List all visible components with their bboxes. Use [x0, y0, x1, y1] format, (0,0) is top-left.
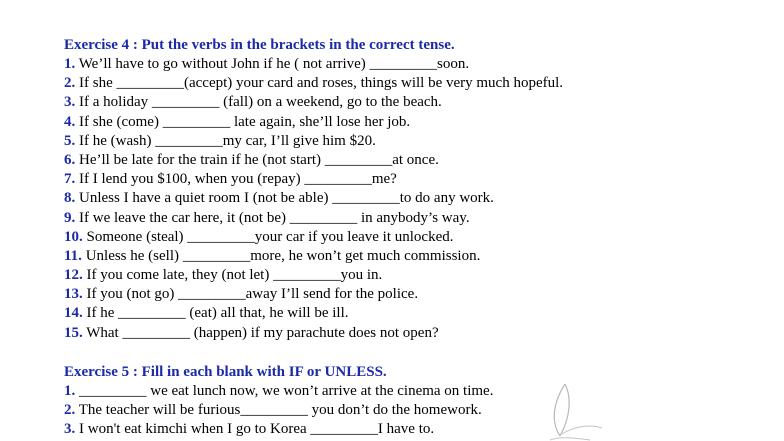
item-text: Unless he (sell) _________more, he won’t get much commission.	[81, 247, 481, 264]
item-number: 8.	[64, 190, 76, 207]
exercise-item	[64, 382, 764, 401]
item-number: 2.	[64, 75, 76, 92]
item-number: 13.	[64, 286, 83, 303]
item-number: 3.	[64, 421, 76, 438]
item-text: If a holiday _________ (fall) on a weekend, go to the beach.	[75, 94, 442, 111]
exercise-item	[64, 93, 764, 112]
item-text: Someone (steal) _________your car if you leave it unlocked.	[82, 228, 454, 245]
exercise-item	[64, 401, 764, 420]
exercise-item	[64, 247, 764, 266]
exercise-item	[64, 55, 764, 74]
exercise-item	[64, 151, 764, 170]
item-number: 2.	[64, 402, 76, 418]
worksheet	[64, 36, 764, 439]
item-text: If you (not go) _________away I’ll send for the police.	[82, 286, 419, 303]
item-text: He’ll be late for the train if he (not start) _________at once.	[75, 151, 439, 168]
exercise-item	[64, 74, 764, 93]
item-text: I won't eat kimchi when I go to Korea _________I have to.	[75, 421, 435, 438]
exercise-item	[64, 228, 764, 247]
item-number: 1.	[64, 56, 76, 72]
item-text: If she (come) _________ late again, she’ll lose her job.	[75, 113, 411, 130]
item-text: We’ll have to go without John if he ( not arrive) _________soon.	[75, 56, 470, 72]
exercise-item	[64, 266, 764, 285]
item-text: If she _________(accept) your card and roses, things will be very much hopeful.	[75, 75, 564, 92]
exercise-item	[64, 209, 764, 228]
exercise-5-list	[64, 382, 764, 440]
exercise-item	[64, 285, 764, 304]
item-text: Unless I have a quiet room I (not be able) _________to do any work.	[75, 190, 494, 207]
exercise-5-title: Exercise 5 : Fill in each blank with IF or UNLESS.	[64, 363, 387, 380]
section-spacer	[64, 343, 764, 363]
item-number: 4.	[64, 113, 76, 130]
exercise-item	[64, 189, 764, 208]
item-number: 3.	[64, 94, 76, 111]
item-number: 7.	[64, 171, 76, 188]
item-number: 1.	[64, 382, 76, 399]
item-number: 12.	[64, 267, 83, 284]
exercise-item	[64, 304, 764, 323]
item-number: 9.	[64, 209, 76, 226]
item-text: The teacher will be furious_________ you don’t do the homework.	[75, 402, 482, 418]
item-text: If I lend you $100, when you (repay) _________me?	[75, 171, 397, 188]
exercise-4-list	[64, 55, 764, 343]
item-text: If we leave the car here, it (not be) _________ in anybody’s way.	[75, 209, 470, 226]
exercise-item	[64, 132, 764, 151]
leaf-sketch-decoration	[520, 376, 610, 441]
item-text: _________ we eat lunch now, we won’t arrive at the cinema on time.	[75, 382, 494, 399]
exercise-item	[64, 170, 764, 189]
item-number: 6.	[64, 151, 76, 168]
exercise-item	[64, 420, 764, 439]
item-text: If he _________ (eat) all that, he will be ill.	[82, 305, 349, 322]
item-text: If he (wash) _________my car, I’ll give him $20.	[75, 132, 376, 149]
item-text: If you come late, they (not let) _________you in.	[82, 267, 383, 284]
exercise-item	[64, 324, 764, 343]
exercise-item	[64, 113, 764, 132]
item-text: What _________ (happen) if my parachute does not open?	[82, 324, 439, 341]
exercise-4-title: Exercise 4 : Put the verbs in the brackets in the correct tense.	[64, 37, 455, 53]
item-number: 15.	[64, 324, 83, 341]
item-number: 14.	[64, 305, 83, 322]
item-number: 5.	[64, 132, 76, 149]
item-number: 11.	[64, 247, 82, 264]
item-number: 10.	[64, 228, 83, 245]
